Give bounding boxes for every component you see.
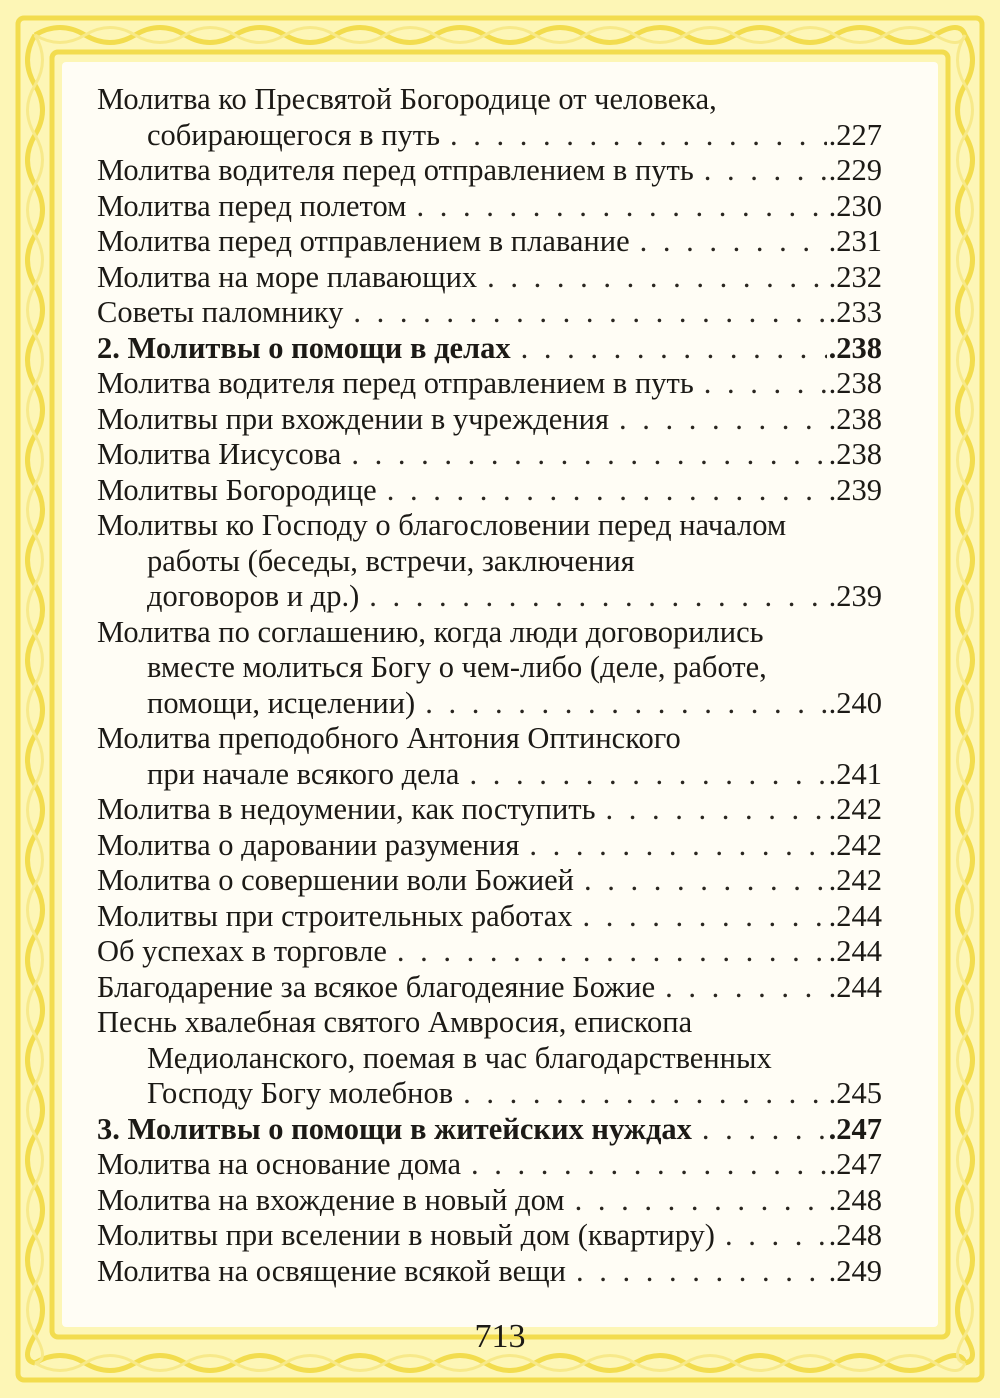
- dot-leader: [704, 366, 827, 402]
- dot-leader: [725, 1218, 827, 1254]
- toc-entry: [97, 437, 882, 473]
- dot-leader: [575, 1183, 827, 1219]
- toc-page-number: .230: [828, 188, 882, 223]
- toc-entry-line: [97, 437, 882, 473]
- toc-page-number: .249: [828, 1253, 882, 1288]
- toc-entry-title: Молитва преподобного Антония Оптинского: [97, 721, 681, 755]
- toc-entry: [97, 828, 882, 864]
- dot-leader: [619, 402, 827, 438]
- toc-entry-title: Молитва о даровании разумения: [97, 827, 520, 862]
- toc-entry-title: Молитвы при вхождении в учреждения: [97, 401, 610, 436]
- toc-entry-line: [97, 189, 882, 225]
- toc-page-number: .227: [828, 117, 882, 152]
- toc-entry-line: [97, 295, 882, 331]
- toc-entry-line: [97, 1076, 882, 1112]
- dot-leader: [576, 1254, 827, 1290]
- toc-page-number: .238: [828, 401, 882, 436]
- toc-page-number: .248: [828, 1182, 882, 1217]
- toc-entry-title: Советы паломнику: [97, 295, 344, 329]
- toc-entry: [97, 295, 882, 331]
- toc-entry-title: Молитва о совершении воли Божией: [97, 863, 574, 897]
- page-number: 713: [474, 1318, 526, 1355]
- toc-entry-line: [97, 863, 882, 899]
- dot-leader: [583, 899, 827, 935]
- toc-entry-title: Молитвы при строительных работах: [97, 898, 573, 933]
- toc-section-heading: [97, 1112, 882, 1148]
- toc-entry: [97, 153, 882, 189]
- dot-leader: [425, 686, 826, 722]
- dot-leader: [416, 189, 826, 225]
- toc-entry-title: Об успехах в торговле: [97, 934, 387, 968]
- toc-entry-title: 3. Молитвы о помощи в житейских нуждах: [97, 1111, 692, 1146]
- dot-leader: [450, 118, 827, 154]
- toc-entry: [97, 721, 882, 792]
- toc-entry-line: [97, 1183, 882, 1219]
- toc-entry-line: [97, 118, 882, 154]
- toc-entry-title: Благодарение за всякое благодеяние Божие: [97, 969, 656, 1004]
- toc-section-heading: [97, 331, 882, 367]
- toc-page-number: .229: [828, 153, 882, 187]
- toc-page-number: .233: [828, 295, 882, 329]
- toc-entry-title: Молитва на основание дома: [97, 1147, 462, 1181]
- toc-entry: [97, 366, 882, 402]
- dot-leader: [584, 863, 827, 899]
- dot-leader: [640, 224, 827, 260]
- toc-entry-line: [97, 1112, 882, 1148]
- toc-entry-title: Молитва водителя перед отправлением в путь: [97, 153, 694, 187]
- toc-entry-title: Господу Богу молебнов: [147, 1076, 454, 1110]
- toc-entry-line: [97, 402, 882, 438]
- toc-entry-line: [97, 260, 882, 296]
- toc-entry-line: [97, 579, 882, 615]
- toc-page-number: .240: [828, 685, 882, 720]
- toc-entry-line: [97, 153, 882, 189]
- toc-entry-line: [97, 224, 882, 260]
- toc-page-number: .248: [828, 1218, 882, 1252]
- toc-entry-title: работы (беседы, встречи, заключения: [147, 543, 635, 578]
- dot-leader: [351, 437, 826, 473]
- toc-page-number: .238: [828, 330, 882, 365]
- toc-entry-title: Песнь хвалебная святого Амвросия, епископа: [97, 1005, 693, 1039]
- toc-entry: [97, 615, 882, 722]
- toc-page-number: .244: [828, 969, 882, 1004]
- toc-entry-title: Молитва в недоумении, как поступить: [97, 792, 596, 826]
- dot-leader: [463, 1076, 826, 1112]
- dot-leader: [397, 934, 827, 970]
- dot-leader: [369, 579, 826, 615]
- toc-entry-title: собирающегося в путь: [147, 117, 441, 152]
- toc-page-number: .247: [828, 1111, 882, 1146]
- toc-entry: [97, 970, 882, 1006]
- toc-entry: [97, 473, 882, 509]
- toc-entry: [97, 1147, 882, 1183]
- dot-leader: [665, 970, 826, 1006]
- toc-page-number: .241: [828, 756, 882, 791]
- toc-page-number: .247: [828, 1147, 882, 1181]
- dot-leader: [521, 331, 827, 367]
- toc-entry-line: [97, 1254, 882, 1290]
- toc-entry-title: договоров и др.): [147, 579, 360, 613]
- toc-entry-line: [97, 331, 882, 367]
- toc-entry-line: [97, 1147, 882, 1183]
- toc-entry-title: Молитвы ко Господу о благословении перед началом: [97, 508, 787, 542]
- toc-entry-title: Молитва на освящение всякой вещи: [97, 1253, 566, 1288]
- toc-page-number: .242: [828, 792, 882, 826]
- toc-entry-title: Молитва перед полетом: [97, 188, 407, 223]
- toc-entry-line: [97, 934, 882, 970]
- toc-entry-line: [97, 792, 882, 828]
- dot-leader: [353, 295, 826, 331]
- toc-entry: [97, 260, 882, 296]
- toc-entry: [97, 82, 882, 153]
- toc-entry: [97, 863, 882, 899]
- toc-entry: [97, 1005, 882, 1112]
- toc-entry-title: Молитва водителя перед отправлением в путь: [97, 366, 694, 400]
- toc-entry-line: [97, 686, 882, 722]
- table-of-contents: [97, 82, 882, 1289]
- toc-entry: [97, 792, 882, 828]
- toc-page-number: .245: [828, 1076, 882, 1110]
- toc-page-number: .242: [828, 863, 882, 897]
- dot-leader: [704, 153, 827, 189]
- dot-leader: [606, 792, 827, 828]
- toc-entry: [97, 224, 882, 260]
- toc-entry-line: [97, 473, 882, 509]
- toc-entry-line: [97, 828, 882, 864]
- toc-entry-title: Молитва по соглашению, когда люди договорились: [97, 614, 764, 649]
- toc-page-number: .244: [828, 898, 882, 933]
- toc-entry-title: при начале всякого дела: [147, 756, 460, 791]
- toc-page-number: .232: [828, 259, 882, 294]
- toc-entry-line: [97, 366, 882, 402]
- toc-entry-title: Молитва ко Пресвятой Богородице от человека,: [97, 82, 717, 116]
- toc-entry-title: 2. Молитвы о помощи в делах: [97, 330, 511, 365]
- dot-leader: [469, 757, 826, 793]
- toc-entry-line: [97, 757, 882, 793]
- toc-entry: [97, 1183, 882, 1219]
- toc-entry-title: Молитва Иисусова: [97, 437, 342, 471]
- toc-entry: [97, 1218, 882, 1254]
- dot-leader: [387, 473, 827, 509]
- dot-leader: [529, 828, 826, 864]
- toc-page-number: .238: [828, 366, 882, 400]
- toc-entry-line: [97, 1218, 882, 1254]
- toc-entry-title: вместе молиться Богу о чем-либо (деле, работе,: [147, 650, 767, 684]
- toc-entry: [97, 899, 882, 935]
- toc-entry-title: Молитвы Богородице: [97, 472, 377, 507]
- toc-page-number: .244: [828, 934, 882, 968]
- toc-page-number: .238: [828, 437, 882, 471]
- toc-entry-line: [97, 970, 882, 1006]
- toc-entry-title: Молитвы при вселении в новый дом (квартиру): [97, 1218, 715, 1252]
- toc-entry-title: Молитва на вхождение в новый дом: [97, 1182, 565, 1217]
- toc-entry-title: помощи, исцелении): [147, 685, 416, 720]
- toc-entry: [97, 402, 882, 438]
- dot-leader: [471, 1147, 827, 1183]
- toc-page-number: .239: [828, 472, 882, 507]
- toc-entry-line: [97, 899, 882, 935]
- toc-entry: [97, 1254, 882, 1290]
- toc-entry: [97, 508, 882, 615]
- toc-page-number: .239: [828, 579, 882, 613]
- toc-entry-title: Медиоланского, поемая в час благодарственных: [147, 1040, 772, 1075]
- toc-entry: [97, 189, 882, 225]
- toc-entry-title: Молитва перед отправлением в плавание: [97, 224, 630, 258]
- toc-entry-title: Молитва на море плавающих: [97, 259, 478, 294]
- toc-page-number: .242: [828, 827, 882, 862]
- toc-page-number: .231: [828, 224, 882, 258]
- dot-leader: [487, 260, 826, 296]
- dot-leader: [702, 1112, 827, 1148]
- toc-entry: [97, 934, 882, 970]
